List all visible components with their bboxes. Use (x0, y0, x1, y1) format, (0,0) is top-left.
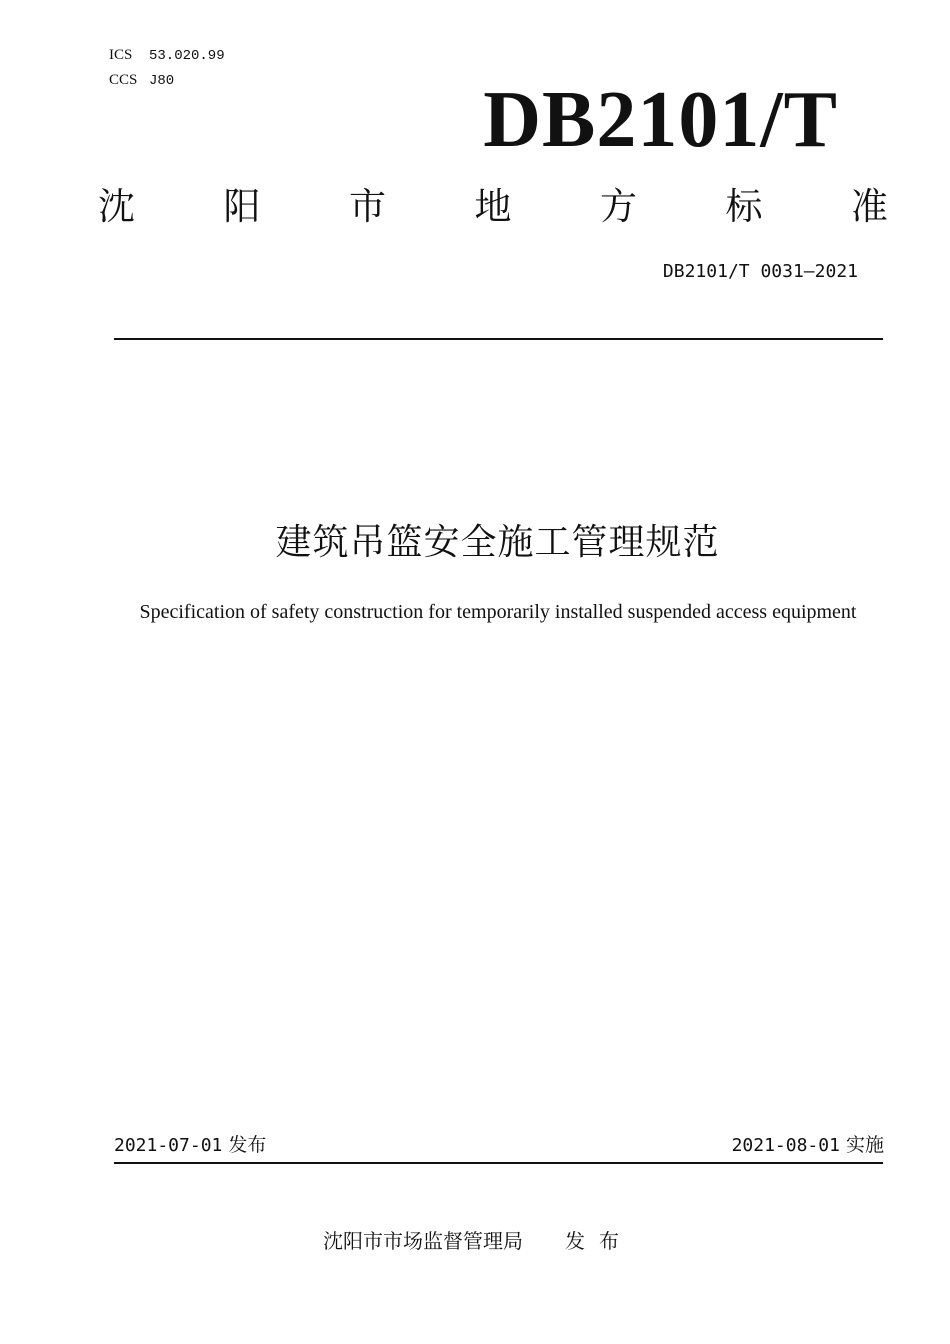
standard-type (98, 184, 888, 230)
release-date: 2021-07-01 (114, 1135, 223, 1156)
standard-type-char: 地 (474, 185, 512, 228)
standard-type-char: 标 (725, 185, 763, 228)
standard-type-char: 准 (851, 185, 888, 228)
ics-code (109, 46, 225, 65)
issuer-action: 发布 (565, 1229, 633, 1253)
standard-type-char: 阳 (223, 185, 261, 228)
document-title-zh: 建筑吊篮安全施工管理规范 (275, 522, 720, 563)
ccs-label: CCS (109, 72, 138, 88)
ccs-code (109, 71, 174, 90)
issuer-line (323, 1227, 633, 1255)
ics-value: 53.020.99 (149, 48, 225, 64)
ccs-value: J80 (149, 73, 175, 89)
release-date-line (114, 1132, 266, 1159)
release-label: 发布 (228, 1134, 267, 1156)
document-title-en: Specification of safety construction for temporarily installed suspended access equipment (139, 601, 857, 623)
standard-type-char: 沈 (98, 185, 135, 228)
implement-label: 实施 (845, 1134, 884, 1156)
implement-date: 2021-08-01 (731, 1135, 840, 1156)
standard-type-char: 方 (600, 185, 637, 228)
ics-label: ICS (109, 47, 133, 63)
implement-date-line (732, 1132, 884, 1159)
document-number: DB2101/T 0031—2021 (662, 261, 858, 282)
header-divider (114, 338, 883, 340)
standard-type-char: 市 (349, 185, 386, 228)
issuer-name: 沈阳市市场监督管理局 (323, 1229, 523, 1253)
standard-code: DB2101/T (483, 76, 838, 164)
footer-divider (114, 1162, 883, 1164)
